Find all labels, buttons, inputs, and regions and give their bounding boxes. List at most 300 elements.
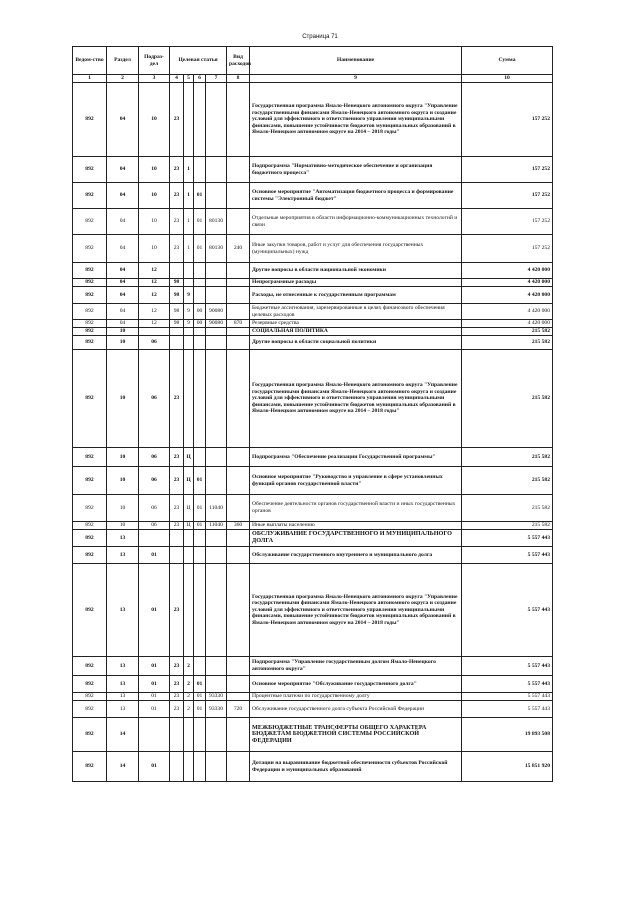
cell-vid [227, 157, 250, 183]
cell-target-1 [170, 328, 184, 336]
cell-target-1: 23 [170, 157, 184, 183]
cell-ved: 892 [73, 701, 107, 718]
cell-target-1: 23 [170, 350, 184, 448]
cell-vid [227, 350, 250, 448]
cell-target-3: 01 [194, 676, 206, 693]
header-vid: Вид расходов [227, 47, 250, 75]
header-number-row [73, 75, 553, 83]
table-row [73, 718, 553, 752]
cell-name: Государственная программа Ямало-Ненецкого автономного округа "Управление государственными финансами Ямало-Ненецкого автономного округа и создание условий для эффективного и ответственного управления муниципальными финансами, повышение устойчивости бюджетов муниципальных образований в Ямало-Ненецком автономном округе на 2014 – 2018 годы" [250, 83, 462, 157]
table-row [73, 235, 553, 263]
header-number: 8 [227, 75, 250, 83]
cell-ved: 892 [73, 209, 107, 235]
cell-target-4 [206, 530, 227, 547]
cell-podrazdel [139, 530, 170, 547]
cell-razdel: 10 [107, 350, 139, 448]
header-target: Целевая статья [170, 47, 227, 75]
cell-target-2 [184, 547, 194, 564]
cell-target-4 [206, 287, 227, 304]
cell-target-4: 11040 [206, 522, 227, 530]
table-body [73, 83, 553, 782]
cell-target-2 [184, 328, 194, 336]
cell-target-3: 00 [194, 304, 206, 320]
cell-target-2: Ц [184, 467, 194, 495]
cell-target-3 [194, 530, 206, 547]
cell-name: Непрограммные расходы [250, 279, 462, 287]
cell-name: ОБСЛУЖИВАНИЕ ГОСУДАРСТВЕННОГО И МУНИЦИПАЛЬНОГО ДОЛГА [250, 530, 462, 547]
table-row [73, 287, 553, 304]
cell-ved: 892 [73, 304, 107, 320]
cell-sum: 4 420 000 [462, 263, 553, 279]
cell-podrazdel: 10 [139, 209, 170, 235]
header-number: 4 [170, 75, 184, 83]
table-row [73, 328, 553, 336]
cell-target-1: 23 [170, 522, 184, 530]
cell-razdel: 13 [107, 693, 139, 701]
cell-target-2: 2 [184, 676, 194, 693]
cell-target-2: Ц [184, 522, 194, 530]
cell-sum: 5 557 443 [462, 547, 553, 564]
cell-vid [227, 304, 250, 320]
table-row [73, 701, 553, 718]
cell-target-1: 23 [170, 693, 184, 701]
cell-target-1: 98 [170, 279, 184, 287]
cell-razdel: 10 [107, 522, 139, 530]
cell-target-4 [206, 183, 227, 209]
header-name: Наименование [250, 47, 462, 75]
cell-target-1: 98 [170, 320, 184, 328]
cell-podrazdel: 12 [139, 263, 170, 279]
cell-target-2: Ц [184, 495, 194, 522]
cell-sum: 5 557 443 [462, 676, 553, 693]
cell-target-2 [184, 564, 194, 657]
cell-name: Подпрограмма "Нормативно-методическое обеспечение и организация бюджетного процесса" [250, 157, 462, 183]
cell-sum: 5 557 443 [462, 693, 553, 701]
cell-podrazdel: 10 [139, 235, 170, 263]
cell-razdel: 14 [107, 752, 139, 782]
cell-sum: 4 420 000 [462, 287, 553, 304]
cell-target-1: 23 [170, 83, 184, 157]
cell-sum: 215 582 [462, 336, 553, 350]
cell-target-3 [194, 336, 206, 350]
cell-razdel: 10 [107, 495, 139, 522]
cell-target-2 [184, 718, 194, 752]
cell-target-3 [194, 83, 206, 157]
cell-sum: 5 557 443 [462, 657, 553, 676]
cell-target-1: 98 [170, 287, 184, 304]
cell-razdel: 04 [107, 263, 139, 279]
cell-podrazdel: 06 [139, 336, 170, 350]
cell-sum: 215 582 [462, 328, 553, 336]
cell-target-3 [194, 263, 206, 279]
header-number: 2 [107, 75, 139, 83]
table-row [73, 547, 553, 564]
cell-target-3 [194, 448, 206, 467]
cell-razdel: 04 [107, 235, 139, 263]
table-row [73, 467, 553, 495]
table-row [73, 350, 553, 448]
header-number: 1 [73, 75, 107, 83]
header-row [73, 47, 553, 75]
cell-target-1: 23 [170, 209, 184, 235]
cell-podrazdel: 06 [139, 350, 170, 448]
header-number: 10 [462, 75, 553, 83]
cell-razdel: 13 [107, 530, 139, 547]
cell-razdel: 14 [107, 718, 139, 752]
cell-target-4 [206, 336, 227, 350]
cell-sum: 157 252 [462, 157, 553, 183]
cell-ved: 892 [73, 287, 107, 304]
cell-target-2 [184, 263, 194, 279]
cell-podrazdel: 01 [139, 676, 170, 693]
table-row [73, 448, 553, 467]
cell-podrazdel: 01 [139, 564, 170, 657]
cell-sum: 215 582 [462, 350, 553, 448]
cell-target-3 [194, 547, 206, 564]
cell-podrazdel: 12 [139, 304, 170, 320]
table-row [73, 522, 553, 530]
cell-target-3 [194, 657, 206, 676]
cell-razdel: 04 [107, 304, 139, 320]
cell-target-4 [206, 676, 227, 693]
page-number: Страница 71 [302, 34, 338, 40]
cell-name: Иные выплаты населению [250, 522, 462, 530]
cell-name: Другие вопросы в области социальной политики [250, 336, 462, 350]
cell-vid: 360 [227, 522, 250, 530]
cell-vid [227, 279, 250, 287]
cell-sum: 5 557 443 [462, 701, 553, 718]
cell-target-1 [170, 718, 184, 752]
cell-target-3 [194, 752, 206, 782]
cell-target-1 [170, 752, 184, 782]
cell-vid [227, 209, 250, 235]
table-row [73, 209, 553, 235]
cell-target-2: 1 [184, 209, 194, 235]
cell-razdel: 13 [107, 676, 139, 693]
cell-vid [227, 657, 250, 676]
cell-target-4 [206, 467, 227, 495]
cell-vid [227, 328, 250, 336]
cell-ved: 892 [73, 328, 107, 336]
cell-target-4: 80130 [206, 209, 227, 235]
table-row [73, 157, 553, 183]
cell-target-2: 2 [184, 701, 194, 718]
cell-podrazdel: 12 [139, 287, 170, 304]
cell-ved: 892 [73, 235, 107, 263]
cell-name: Иные закупки товаров, работ и услуг для обеспечения государственных (муниципальных) нужд [250, 235, 462, 263]
cell-sum: 4 420 000 [462, 304, 553, 320]
cell-target-2: 2 [184, 693, 194, 701]
cell-name: Процентные платежи по государственному долгу [250, 693, 462, 701]
cell-ved: 892 [73, 676, 107, 693]
cell-razdel: 13 [107, 657, 139, 676]
cell-vid [227, 718, 250, 752]
cell-ved: 892 [73, 693, 107, 701]
cell-vid [227, 336, 250, 350]
cell-target-2: Ц [184, 448, 194, 467]
cell-razdel: 04 [107, 279, 139, 287]
cell-razdel: 13 [107, 564, 139, 657]
cell-podrazdel: 06 [139, 467, 170, 495]
cell-vid [227, 263, 250, 279]
table-row [73, 336, 553, 350]
cell-target-3 [194, 157, 206, 183]
cell-target-4 [206, 718, 227, 752]
header-number: 7 [206, 75, 227, 83]
cell-target-3: 00 [194, 320, 206, 328]
cell-ved: 892 [73, 522, 107, 530]
cell-target-3: 01 [194, 235, 206, 263]
cell-target-1 [170, 530, 184, 547]
cell-target-4 [206, 657, 227, 676]
cell-target-4 [206, 263, 227, 279]
cell-sum: 215 582 [462, 522, 553, 530]
cell-vid [227, 752, 250, 782]
cell-razdel: 04 [107, 320, 139, 328]
cell-sum: 15 851 920 [462, 752, 553, 782]
cell-ved: 892 [73, 336, 107, 350]
cell-target-2 [184, 350, 194, 448]
cell-vid [227, 564, 250, 657]
cell-podrazdel: 01 [139, 752, 170, 782]
cell-target-2 [184, 83, 194, 157]
cell-target-3: 01 [194, 467, 206, 495]
cell-razdel: 10 [107, 336, 139, 350]
table-row [73, 263, 553, 279]
cell-name: Обслуживание государственного внутреннего и муниципального долга [250, 547, 462, 564]
cell-target-1: 23 [170, 467, 184, 495]
cell-ved: 892 [73, 752, 107, 782]
cell-target-4 [206, 564, 227, 657]
cell-name: Обеспечение деятельности органов государственной власти и иных государственных органов [250, 495, 462, 522]
cell-podrazdel: 01 [139, 657, 170, 676]
cell-vid [227, 448, 250, 467]
cell-target-1: 23 [170, 676, 184, 693]
cell-target-4 [206, 350, 227, 448]
cell-podrazdel: 10 [139, 183, 170, 209]
cell-target-4 [206, 752, 227, 782]
cell-vid: 720 [227, 701, 250, 718]
cell-target-3: 01 [194, 495, 206, 522]
cell-vid [227, 183, 250, 209]
cell-vid: 870 [227, 320, 250, 328]
cell-razdel: 10 [107, 467, 139, 495]
cell-target-1: 23 [170, 235, 184, 263]
cell-name: Основное мероприятие "Руководство и управление в сфере установленных функций органов государственной власти" [250, 467, 462, 495]
cell-ved: 892 [73, 657, 107, 676]
cell-podrazdel [139, 328, 170, 336]
cell-vid [227, 693, 250, 701]
cell-razdel: 04 [107, 157, 139, 183]
cell-target-4 [206, 448, 227, 467]
cell-target-4: 93330 [206, 693, 227, 701]
cell-target-1: 23 [170, 701, 184, 718]
cell-target-1: 23 [170, 564, 184, 657]
budget-table [72, 46, 553, 782]
cell-name: Основное мероприятие "Обслуживание государственного долга" [250, 676, 462, 693]
cell-target-2 [184, 530, 194, 547]
cell-target-1: 23 [170, 183, 184, 209]
cell-ved: 892 [73, 279, 107, 287]
cell-razdel: 04 [107, 209, 139, 235]
cell-target-2 [184, 752, 194, 782]
header-number: 6 [194, 75, 206, 83]
cell-sum: 157 252 [462, 209, 553, 235]
cell-target-1 [170, 263, 184, 279]
cell-target-2: 9 [184, 304, 194, 320]
cell-ved: 892 [73, 350, 107, 448]
cell-ved: 892 [73, 320, 107, 328]
cell-razdel: 10 [107, 448, 139, 467]
cell-podrazdel: 01 [139, 693, 170, 701]
cell-razdel: 04 [107, 183, 139, 209]
cell-target-1: 23 [170, 495, 184, 522]
cell-target-1 [170, 547, 184, 564]
table-row [73, 564, 553, 657]
cell-podrazdel: 10 [139, 157, 170, 183]
cell-ved: 892 [73, 547, 107, 564]
table-row [73, 693, 553, 701]
cell-target-3 [194, 287, 206, 304]
cell-vid [227, 495, 250, 522]
cell-target-3: 01 [194, 701, 206, 718]
cell-vid: 240 [227, 235, 250, 263]
header-number: 5 [184, 75, 194, 83]
cell-target-1: 23 [170, 448, 184, 467]
cell-sum: 5 557 443 [462, 564, 553, 657]
cell-target-2: 1 [184, 157, 194, 183]
cell-target-4 [206, 328, 227, 336]
cell-sum: 157 252 [462, 183, 553, 209]
cell-ved: 892 [73, 718, 107, 752]
cell-target-1: 23 [170, 657, 184, 676]
table-row [73, 530, 553, 547]
cell-sum: 4 420 000 [462, 320, 553, 328]
cell-target-2: 9 [184, 287, 194, 304]
cell-vid [227, 547, 250, 564]
cell-target-4: 80130 [206, 235, 227, 263]
cell-name: Обслуживание государственного долга субъекта Российской Федерации [250, 701, 462, 718]
cell-target-4 [206, 547, 227, 564]
cell-podrazdel [139, 718, 170, 752]
cell-name: Основное мероприятие "Автоматизация бюджетного процесса и формирование системы "Электронный бюджет" [250, 183, 462, 209]
cell-target-4: 90080 [206, 304, 227, 320]
cell-ved: 892 [73, 448, 107, 467]
cell-ved: 892 [73, 495, 107, 522]
cell-sum: 157 252 [462, 83, 553, 157]
header-number: 3 [139, 75, 170, 83]
cell-target-4: 90080 [206, 320, 227, 328]
cell-razdel: 13 [107, 701, 139, 718]
cell-name: Расходы, не отнесенные к государственным программам [250, 287, 462, 304]
cell-target-4: 11040 [206, 495, 227, 522]
cell-target-3 [194, 350, 206, 448]
cell-target-3: 01 [194, 183, 206, 209]
cell-podrazdel: 01 [139, 701, 170, 718]
cell-vid [227, 676, 250, 693]
header-number: 9 [250, 75, 462, 83]
cell-razdel: 13 [107, 547, 139, 564]
cell-name: Подпрограмма "Управление государственным долгом Ямало-Ненецкого автономного округа" [250, 657, 462, 676]
cell-name: СОЦИАЛЬНАЯ ПОЛИТИКА [250, 328, 462, 336]
cell-name: Дотации на выравнивание бюджетной обеспеченности субъектов Российской Федерации и муниципальных образований [250, 752, 462, 782]
table-row [73, 183, 553, 209]
cell-razdel: 10 [107, 328, 139, 336]
cell-sum: 19 893 508 [462, 718, 553, 752]
table-row [73, 752, 553, 782]
cell-target-3 [194, 718, 206, 752]
cell-vid [227, 467, 250, 495]
cell-podrazdel: 10 [139, 83, 170, 157]
cell-ved: 892 [73, 467, 107, 495]
table-row [73, 657, 553, 676]
cell-sum: 157 252 [462, 235, 553, 263]
cell-name: Подпрограмма "Обеспечение реализации Государственной программы" [250, 448, 462, 467]
cell-ved: 892 [73, 564, 107, 657]
cell-ved: 892 [73, 530, 107, 547]
cell-vid [227, 83, 250, 157]
cell-podrazdel: 06 [139, 495, 170, 522]
cell-podrazdel: 06 [139, 522, 170, 530]
cell-name: Государственная программа Ямало-Ненецкого автономного округа "Управление государственными финансами Ямало-Ненецкого автономного округа и создание условий для эффективного и ответственного управления муниципальными финансами, повышение устойчивости бюджетов муниципальных образований в Ямало-Ненецком автономном округе на 2014 – 2018 годы" [250, 564, 462, 657]
cell-target-4: 93330 [206, 701, 227, 718]
cell-target-4 [206, 157, 227, 183]
header-podrazdel: Подраз-дел [139, 47, 170, 75]
cell-target-3: 01 [194, 693, 206, 701]
table-row [73, 279, 553, 287]
cell-name: Отдельные мероприятия в области информационно-коммуникационных технологий и связи [250, 209, 462, 235]
cell-sum: 5 557 443 [462, 530, 553, 547]
cell-target-2 [184, 279, 194, 287]
cell-target-3: 01 [194, 209, 206, 235]
cell-target-3: 01 [194, 522, 206, 530]
table-row [73, 304, 553, 320]
cell-name: Другие вопросы в области национальной экономики [250, 263, 462, 279]
cell-ved: 892 [73, 83, 107, 157]
cell-name: Резервные средства [250, 320, 462, 328]
cell-target-2: 9 [184, 320, 194, 328]
table-row [73, 320, 553, 328]
header-razdel: Раздел [107, 47, 139, 75]
cell-ved: 892 [73, 183, 107, 209]
cell-ved: 892 [73, 157, 107, 183]
cell-razdel: 04 [107, 287, 139, 304]
cell-sum: 215 582 [462, 448, 553, 467]
cell-name: МЕЖБЮДЖЕТНЫЕ ТРАНСФЕРТЫ ОБЩЕГО ХАРАКТЕРА БЮДЖЕТАМ БЮДЖЕТНОЙ СИСТЕМЫ РОССИЙСКОЙ ФЕДЕРАЦИИ [250, 718, 462, 752]
cell-name: Бюджетные ассигнования, зарезервированные в целях финансового обеспечения целевых расходов [250, 304, 462, 320]
cell-target-1 [170, 336, 184, 350]
header-sum: Сумма [462, 47, 553, 75]
cell-sum: 215 582 [462, 467, 553, 495]
cell-target-4 [206, 279, 227, 287]
cell-podrazdel: 12 [139, 279, 170, 287]
cell-target-4 [206, 83, 227, 157]
cell-target-1: 98 [170, 304, 184, 320]
cell-sum: 4 420 000 [462, 279, 553, 287]
cell-vid [227, 287, 250, 304]
cell-target-2: 2 [184, 657, 194, 676]
cell-target-2: 1 [184, 235, 194, 263]
cell-target-3 [194, 564, 206, 657]
cell-razdel: 04 [107, 83, 139, 157]
cell-vid [227, 530, 250, 547]
cell-target-3 [194, 279, 206, 287]
cell-podrazdel: 12 [139, 320, 170, 328]
header-ved: Ведом-ство [73, 47, 107, 75]
cell-name: Государственная программа Ямало-Ненецкого автономного округа "Управление государственными финансами Ямало-Ненецкого автономного округа и создание условий для эффективного и ответственного управления муниципальными финансами, повышение устойчивости бюджетов муниципальных образований в Ямало-Ненецком автономном округе на 2014 – 2018 годы" [250, 350, 462, 448]
cell-target-3 [194, 328, 206, 336]
table-row [73, 495, 553, 522]
